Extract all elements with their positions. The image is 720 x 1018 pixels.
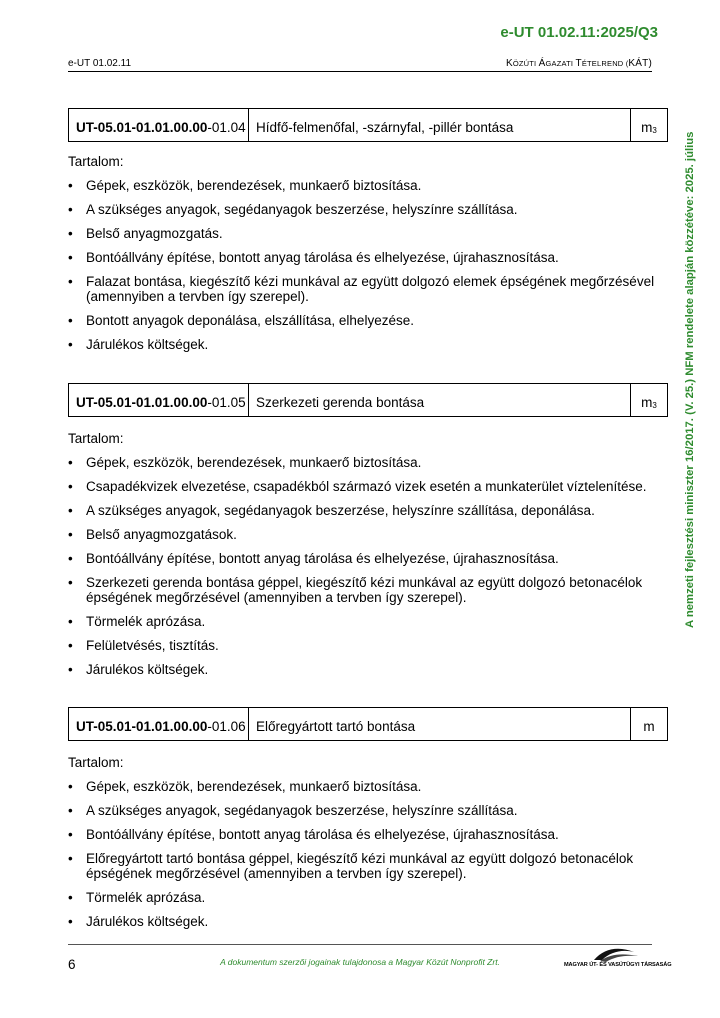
page-number: 6	[68, 957, 76, 972]
item-code: UT-05.01-01.01.00.00 -01.06	[69, 708, 249, 740]
content-list	[68, 780, 658, 939]
list-item: • Szerkezeti gerenda bontása géppel, kiegészítő kézi munkával az együtt dolgozó betonacélok épségének megőrzésével (amennyiben a tervben így szerepel).	[68, 575, 643, 605]
list-item: • Bontóállvány építése, bontott anyag tárolása és elhelyezése, újrahasznosítása.	[68, 250, 559, 265]
copyright-notice: A dokumentum szerzői jogainak tulajdonosa a Magyar Közút Nonprofit Zrt.	[220, 957, 500, 967]
list-item: • A szükséges anyagok, segédanyagok beszerzése, helyszínre szállítása, deponálása.	[68, 503, 595, 518]
list-item: • Járulékos költségek.	[68, 661, 209, 677]
content-label: Tartalom:	[68, 755, 124, 770]
list-item: • Belső anyagmozgatások.	[68, 527, 237, 542]
item-name: Hídfő-felmenőfal, -szárnyfal, -pillér bontása	[249, 109, 631, 141]
list-item: • A szükséges anyagok, segédanyagok beszerzése, helyszínre szállítása.	[68, 803, 518, 818]
list-item: • A szükséges anyagok, segédanyagok beszerzése, helyszínre szállítása.	[68, 202, 518, 217]
list-item: • Bontóállvány építése, bontott anyag tárolása és elhelyezése, újrahasznosítása.	[68, 827, 559, 842]
item-name: Előregyártott tartó bontása	[249, 708, 631, 740]
document-id: e-UT 01.02.11:2025/Q3	[500, 24, 658, 41]
item-code: UT-05.01-01.01.00.00 -01.05	[69, 384, 249, 416]
list-item: • Előregyártott tartó bontása géppel, kiegészítő kézi munkával az együtt dolgozó betonacélok épségének megőrzésével (amennyiben a tervben így szerepel).	[68, 851, 634, 881]
list-item: • Belső anyagmozgatás.	[68, 226, 223, 241]
item-table-01-04	[68, 108, 668, 142]
content-list	[68, 456, 658, 687]
header-left-code: e-UT 01.02.11	[68, 58, 132, 69]
content-label: Tartalom:	[68, 431, 124, 446]
item-unit: m $_3$	[641, 120, 657, 135]
content-list	[68, 179, 658, 362]
item-name: Szerkezeti gerenda bontása	[249, 384, 631, 416]
header-right-title: KÖZÚTI ÁGAZATI TÉTELREND (KÁT)	[505, 58, 652, 69]
list-item: • Járulékos költségek.	[68, 913, 209, 929]
list-item: • Bontott anyagok deponálása, elszállítása, elhelyezése.	[68, 312, 414, 328]
list-item: • Felületvésés, tisztítás.	[68, 637, 219, 653]
list-item: • Törmelék aprózása.	[68, 613, 206, 629]
list-item: • Gépek, eszközök, berendezések, munkaerő biztosítása.	[68, 455, 422, 470]
content-label: Tartalom:	[68, 154, 124, 169]
list-item: • Csapadékvizek elvezetése, csapadékból származó vizek esetén a munkaterület víztelenítése.	[68, 479, 647, 494]
list-item: • Törmelék aprózása.	[68, 889, 206, 905]
publication-side-note: A nemzeti fejlesztési miniszter 16/2017. (V. 25.) NFM rendelete alapján közzétéve: 2025. július	[684, 131, 696, 628]
logo-text: MAGYAR ÚT- ÉS VASÚTÜGYI TÁRSASÁG	[564, 962, 672, 968]
list-item: • Falazat bontása, kiegészítő kézi munkával az együtt dolgozó elemek épségének megőrzésével (amennyiben a tervben így szerepel).	[68, 274, 655, 304]
list-item: • Gépek, eszközök, berendezések, munkaerő biztosítása.	[68, 779, 422, 794]
list-item: • Gépek, eszközök, berendezések, munkaerő biztosítása.	[68, 178, 422, 193]
item-unit: m $_3$	[641, 395, 657, 410]
footer-divider	[68, 944, 652, 945]
header-divider	[68, 71, 652, 72]
list-item: • Járulékos költségek.	[68, 336, 209, 352]
item-table-01-05	[68, 383, 668, 417]
item-table-01-06	[68, 707, 668, 741]
list-item: • Bontóállvány építése, bontott anyag tárolása és elhelyezése, újrahasznosítása.	[68, 551, 559, 566]
item-unit: m	[643, 719, 655, 734]
item-code: UT-05.01-01.01.00.00 -01.04	[69, 109, 249, 141]
